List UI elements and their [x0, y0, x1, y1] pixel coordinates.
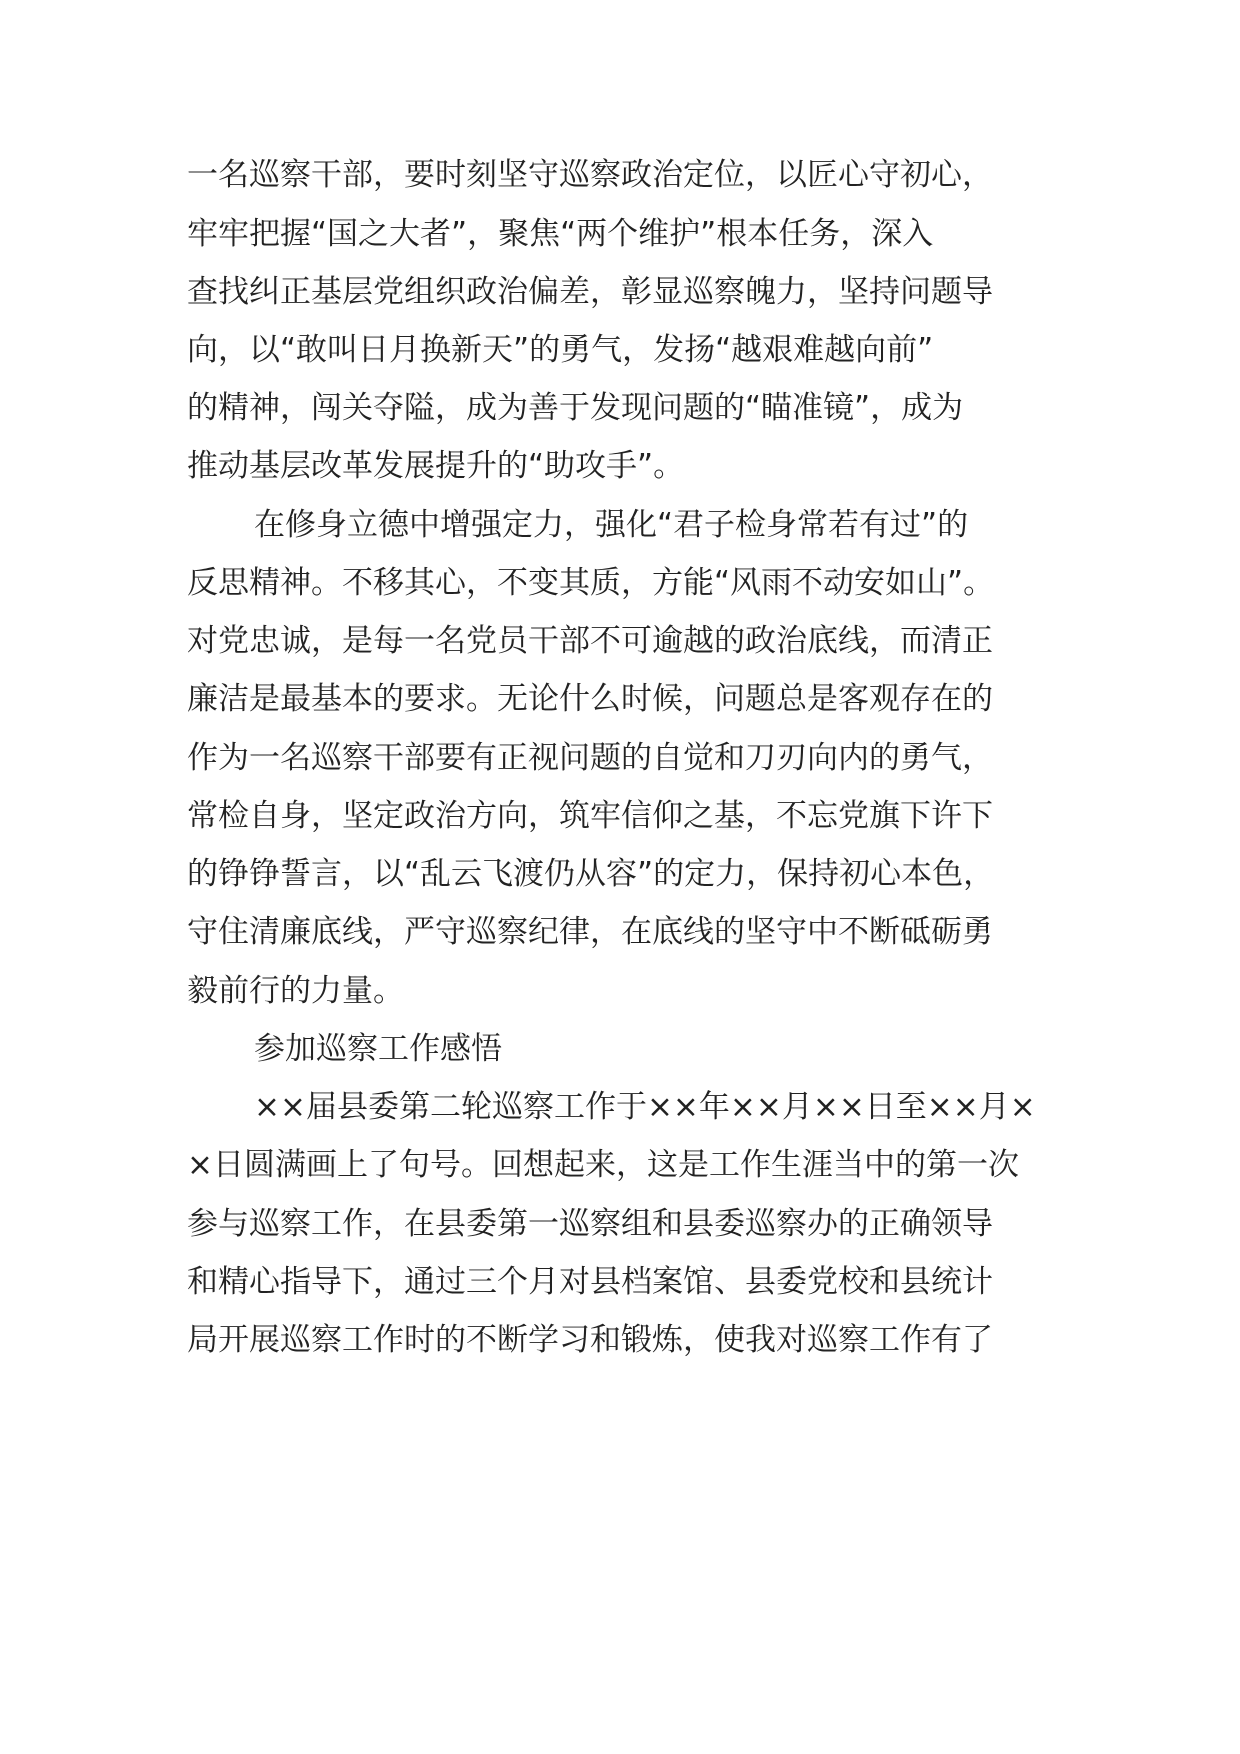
body-text-line: 向，以“敢叫日月换新天”的勇气，发扬“越艰难越向前” [187, 332, 934, 368]
body-text-line: 作为一名巡察干部要有正视问题的自觉和刀刃向内的勇气， [187, 740, 993, 776]
body-text-line: 在修身立德中增强定力，强化“君子检身常若有过”的 [254, 507, 969, 543]
body-text-line: 局开展巡察工作时的不断学习和锻炼，使我对巡察工作有了 [187, 1322, 993, 1358]
body-text-line: 反思精神。不移其心，不变其质，方能“风雨不动安如山”。 [187, 565, 995, 601]
body-text-line: 对党忠诚，是每一名党员干部不可逾越的政治底线，而清正 [187, 623, 993, 659]
body-text-line: 推动基层改革发展提升的“助攻手”。 [187, 448, 685, 484]
body-text-line: 毅前行的力量。 [187, 973, 404, 1009]
body-text-line: ×日圆满画上了句号。回想起来，这是工作生涯当中的第一次 [187, 1147, 1019, 1183]
body-text-line: 廉洁是最基本的要求。无论什么时候，问题总是客观存在的 [187, 681, 993, 717]
body-text-line: 一名巡察干部，要时刻坚守巡察政治定位，以匠心守初心， [187, 157, 993, 193]
body-text-line: 查找纠正基层党组织政治偏差，彰显巡察魄力，坚持问题导 [187, 274, 993, 310]
body-text-line: 的铮铮誓言，以“乱云飞渡仍从容”的定力，保持初心本色， [187, 856, 995, 892]
body-text-line: 的精神，闯关夺隘，成为善于发现问题的“瞄准镜”，成为 [187, 390, 964, 426]
section-title: 参加巡察工作感悟 [254, 1031, 502, 1067]
body-text-line: 牢牢把握“国之大者”，聚焦“两个维护”根本任务，深入 [187, 216, 934, 252]
body-text-line: 参与巡察工作，在县委第一巡察组和县委巡察办的正确领导 [187, 1206, 993, 1242]
body-text-line: 常检自身，坚定政治方向，筑牢信仰之基，不忘党旗下许下 [187, 798, 993, 834]
body-text-line: 守住清廉底线，严守巡察纪律，在底线的坚守中不断砥砺勇 [187, 914, 993, 950]
body-text-line: 和精心指导下，通过三个月对县档案馆、县委党校和县统计 [187, 1264, 993, 1300]
body-text-line: ××届县委第二轮巡察工作于××年××月××日至××月× [254, 1089, 1036, 1125]
